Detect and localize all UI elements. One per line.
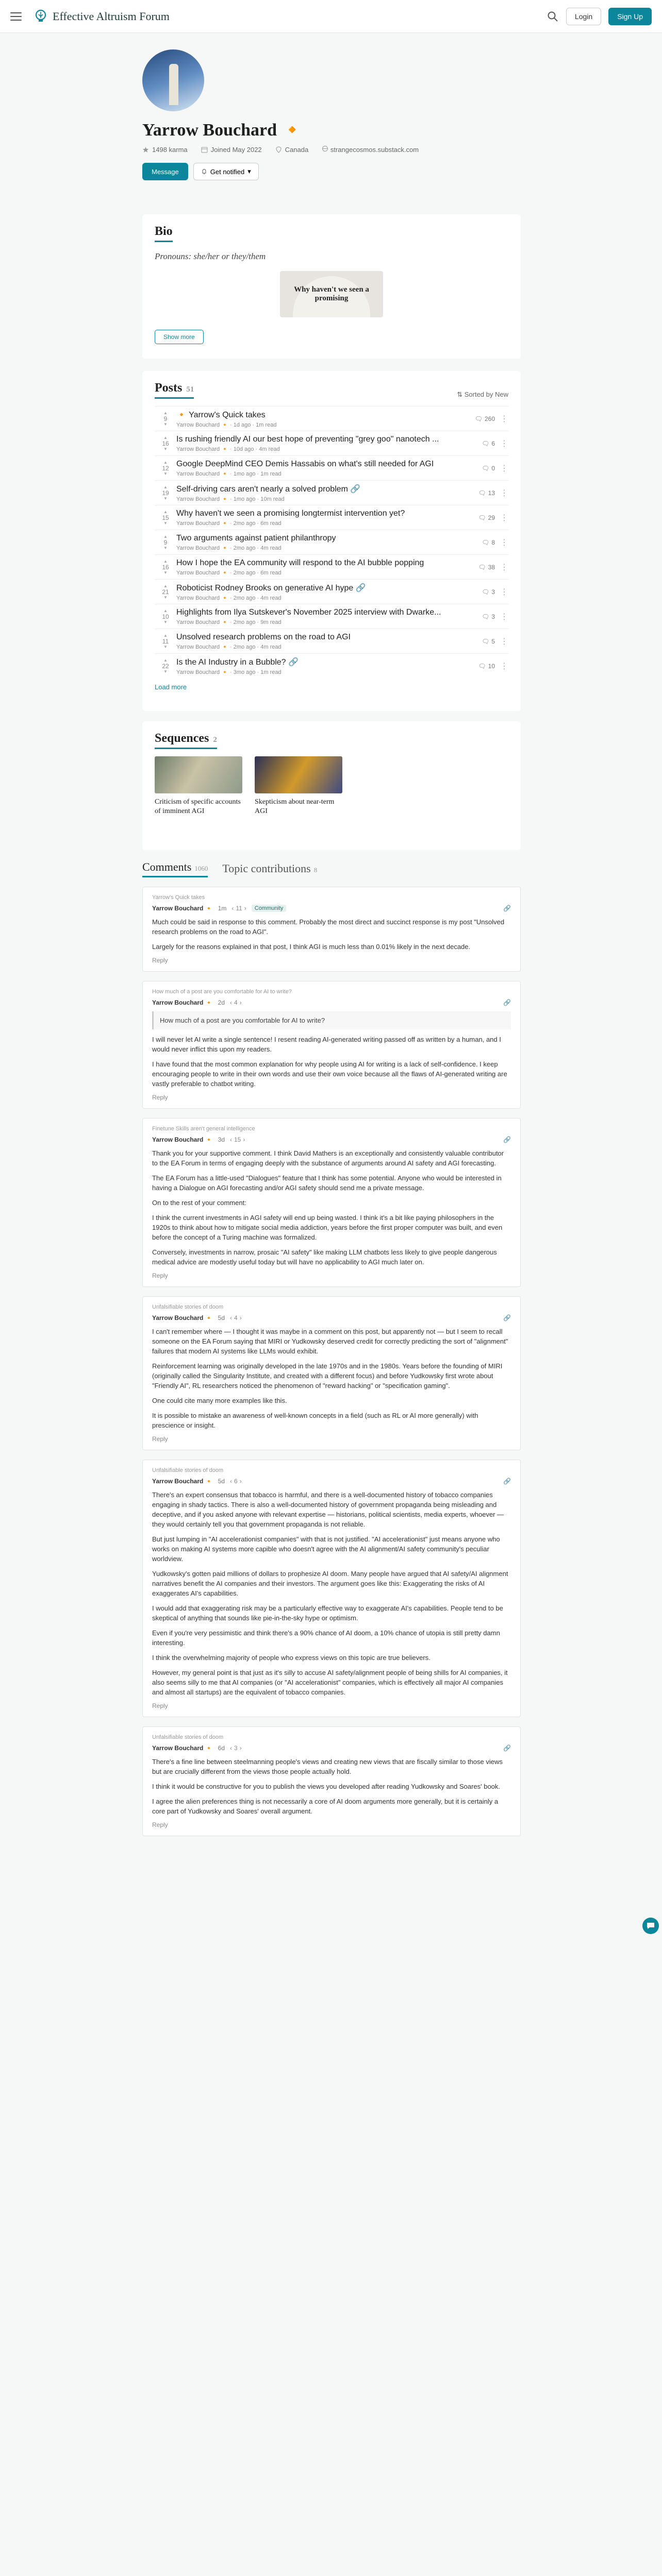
upvote-icon[interactable]: ▲: [163, 608, 168, 613]
downvote-icon[interactable]: ▼: [163, 669, 168, 674]
post-karma: [155, 584, 176, 600]
comment-paragraph: Reinforcement learning was originally developed in the late 1970s and in the 1980s. Years before the founding of MIRI (originally called the Singularity Institute, and created with a different focus) and before Yudkowsky first wrote about "Friendly AI", RL researchers noticed the phenomenon of "reward hacking" or "specification gaming".: [152, 1362, 503, 1389]
comment-author[interactable]: Yarrow Bouchard 🔸: [152, 1314, 213, 1321]
comment-icon: 🗨: [482, 464, 490, 472]
upvote-icon[interactable]: ▲: [163, 583, 168, 588]
comment-body: [152, 1011, 511, 1089]
comment-paragraph: I can't remember where — I thought it was maybe in a comment on this post, but apparently not — but I seem to recall someone on the EA Forum saying that MIRI or Yudkowsky deserved credit for correctly predicting the sort of "alignment" failures that modern AI systems like LLMs would exhibit.: [152, 1328, 508, 1355]
downvote-icon[interactable]: ▼: [163, 421, 168, 427]
post-score-value: 11: [162, 637, 169, 645]
comment-paragraph: However, my general point is that just as it's silly to accuse AI safety/alignment people of being shills for AI companies, it also seems silly to me that AI companies (or "AI accelerationist" companies, which is effectively all major AI companies and almost all startups) are the equivalent of tobacco companies.: [152, 1669, 508, 1696]
upvote-icon[interactable]: ▲: [163, 509, 168, 514]
post-meta: Yarrow Bouchard 🔸 · 10d ago · 4m read: [176, 446, 280, 452]
post-row[interactable]: [155, 629, 508, 653]
upvote-icon[interactable]: ▲: [163, 435, 168, 440]
vote-right-icon[interactable]: ›: [239, 1744, 242, 1752]
comment-count[interactable]: [478, 663, 495, 670]
top-bar: [0, 0, 662, 33]
link-icon[interactable]: 🔗: [503, 1314, 511, 1321]
posts-title-label: Posts: [155, 381, 183, 395]
sequence-image: [155, 756, 242, 793]
downvote-icon[interactable]: ▼: [163, 545, 168, 550]
login-button[interactable]: Login: [566, 8, 601, 25]
bio-title: Bio: [155, 225, 173, 242]
comment-paragraph: I think the current investments in AGI safety will end up being wasted. I think it's a bit like paying philosophers in the 1920s to think about how to mitigate social media addiction, years before the first proper computer was built, and even before the concept of a Turing machine was formalized.: [152, 1214, 503, 1241]
post-karma: [155, 634, 176, 649]
calendar-icon: [201, 146, 208, 153]
post-list: [155, 406, 508, 678]
comment-icon: 🗨: [482, 637, 490, 645]
comment-count[interactable]: [482, 465, 495, 472]
comment-author[interactable]: Yarrow Bouchard 🔸: [152, 905, 213, 912]
comment-count[interactable]: [482, 638, 495, 645]
post-score-value: 16: [162, 563, 169, 571]
comment-body: [152, 917, 511, 952]
upvote-icon[interactable]: ▲: [163, 534, 168, 539]
bio-text: Pronouns: she/her or they/them: [155, 251, 266, 261]
post-karma: [155, 609, 176, 624]
comment-age: 6d: [218, 1744, 225, 1752]
post-title[interactable]: Roboticist Rodney Brooks on generative AI hype 🔗: [176, 583, 366, 592]
comment-icon: 🗨: [482, 538, 490, 546]
comment-karma: [230, 999, 242, 1006]
profile-name: Yarrow Bouchard 🔸: [142, 121, 303, 140]
comment-paragraph: I think it would be constructive for you to publish the views you developed after reading Yudkowsky and Soares' book.: [152, 1783, 501, 1790]
location: [275, 146, 309, 154]
downvote-icon[interactable]: ▼: [163, 619, 168, 624]
sort-icon: ⇅: [457, 391, 465, 398]
get-notified-label: Get notified: [210, 167, 245, 176]
sequence-card[interactable]: [255, 756, 342, 816]
comment-header: [152, 905, 511, 912]
comment-paragraph: On to the rest of your comment:: [152, 1199, 246, 1207]
more-options-icon[interactable]: ⋮: [500, 464, 508, 473]
comment-count-value: 3: [491, 613, 495, 620]
vote-right-icon[interactable]: ›: [244, 905, 246, 912]
downvote-icon[interactable]: ▼: [163, 446, 168, 451]
post-title[interactable]: Two arguments against patient philanthropy: [176, 533, 336, 543]
post-score-value: 12: [162, 464, 169, 472]
comment-paragraph: I have found that the most common explanation for why people using AI for writing is a lack of self-confidence. I keep encouraging people to write in their own words and use their own voice because all the flaws of AI-generated writing are vastly preferable to chatbot writing.: [152, 1060, 507, 1088]
comment-author[interactable]: Yarrow Bouchard 🔸: [152, 1478, 213, 1485]
link-icon[interactable]: 🔗: [503, 1744, 511, 1752]
comment-thread: [142, 1460, 521, 1717]
signup-button[interactable]: Sign Up: [608, 8, 652, 25]
post-title[interactable]: Is the AI Industry in a Bubble? 🔗: [176, 657, 299, 667]
bio-section: [142, 214, 521, 359]
comment-age: 5d: [218, 1314, 225, 1321]
reply-link[interactable]: Reply: [152, 1272, 168, 1279]
comment-paragraph: One could cite many more examples like this.: [152, 1397, 287, 1404]
comment-age: 3d: [218, 1136, 225, 1143]
upvote-icon[interactable]: ▲: [163, 657, 168, 663]
tab-topics-count: 8: [313, 866, 318, 874]
post-karma: [155, 461, 176, 476]
get-notified-button[interactable]: [193, 163, 259, 180]
comment-thread: [142, 1726, 521, 1836]
comment-count-value: 10: [488, 662, 495, 670]
post-row[interactable]: [155, 480, 508, 505]
chevron-down-icon: ▾: [247, 167, 251, 175]
comment-count[interactable]: [478, 564, 495, 571]
post-row[interactable]: [155, 604, 508, 629]
comment-thread-list: [142, 887, 521, 1836]
comment-karma: [230, 1478, 242, 1485]
comment-thread: [142, 887, 521, 972]
comment-count[interactable]: [478, 514, 495, 521]
joined: [201, 146, 262, 154]
post-title[interactable]: Self-driving cars aren't nearly a solved problem 🔗: [176, 484, 361, 494]
comment-count-value: 0: [491, 464, 495, 472]
post-meta: Yarrow Bouchard 🔸 · 3mo ago · 1m read: [176, 669, 282, 675]
comment-count[interactable]: [478, 489, 495, 497]
website-link[interactable]: [322, 145, 419, 154]
posts-section: [142, 371, 521, 711]
comment-body: [152, 1490, 511, 1697]
sequence-card[interactable]: [155, 756, 242, 816]
more-options-icon[interactable]: ⋮: [500, 637, 508, 646]
more-options-icon[interactable]: ⋮: [500, 563, 508, 572]
more-options-icon[interactable]: ⋮: [500, 662, 508, 671]
lightbulb-logo-icon: [33, 9, 48, 24]
post-title[interactable]: Is rushing friendly AI our best hope of preventing "grey goo" nanotech ...: [176, 434, 439, 444]
comment-body: [152, 1148, 511, 1267]
link-icon[interactable]: 🔗: [503, 999, 511, 1006]
comment-count-value: 29: [488, 514, 495, 521]
reply-link[interactable]: Reply: [152, 1821, 168, 1828]
comment-paragraph: I will never let AI write a single sentence! I resent reading AI-generated writing passed off as written by a human, and I would never inflict this upon my readers.: [152, 1036, 501, 1053]
comment-post-ref[interactable]: Unfalsifiable stories of doom: [152, 1467, 224, 1473]
comment-paragraph: But just lumping in "AI accelerationist companies" with that is not justified. "AI accelerationist" just means anyone who works on making AI systems more capible who doesn't agree with the AI alignment/AI safety community's peculiar worldview.: [152, 1535, 500, 1563]
more-options-icon[interactable]: ⋮: [500, 513, 508, 522]
comments-section: [142, 860, 521, 1836]
post-row[interactable]: [155, 653, 508, 678]
joined-value: Joined May 2022: [210, 145, 262, 154]
post-score-value: 15: [162, 514, 169, 521]
post-row[interactable]: [155, 406, 508, 431]
comment-header: [152, 999, 511, 1006]
comment-paragraph: Even if you're very pessimistic and think there's a 90% chance of AI doom, a 10% chance of utopia is still pretty damn interesting.: [152, 1629, 500, 1647]
comment-paragraph: Conversely, investments in narrow, prosaic "AI safety" like making LLM chatbots less likely to give people dangerous medical advice are modestly useful today but will have no applicability to AGI much later on.: [152, 1248, 497, 1266]
comment-author[interactable]: Yarrow Bouchard 🔸: [152, 999, 213, 1006]
post-meta: Yarrow Bouchard 🔸 · 2mo ago · 9m read: [176, 619, 282, 625]
vote-left-icon[interactable]: ‹: [230, 999, 232, 1006]
downvote-icon[interactable]: ▼: [163, 520, 168, 526]
comment-post-ref[interactable]: How much of a post are you comfortable for AI to write?: [152, 989, 292, 995]
karma: [142, 146, 188, 154]
comment-paragraph: There's an expert consensus that tobacco is harmful, and there is a well-documented history of tobacco companies engaging in shady tactics. There is also a well-documented history of government propaganda being misleading and deceptive, and if you asked anyone with relevant expertise — historians, political scientists, media experts, whoever — they would certainly tell you that government propaganda is not reliable.: [152, 1491, 504, 1528]
post-score-value: 19: [162, 489, 169, 497]
comment-thread: [142, 1296, 521, 1450]
comment-thread: [142, 981, 521, 1109]
post-karma: [155, 560, 176, 575]
vote-right-icon[interactable]: ›: [239, 1314, 242, 1321]
post-karma: [155, 658, 176, 674]
post-title[interactable]: Highlights from Ilya Sutskever's November 2025 interview with Dwarke...: [176, 607, 441, 617]
posts-title: [155, 381, 194, 399]
comment-score-value: 3: [234, 1744, 238, 1752]
more-options-icon[interactable]: ⋮: [500, 587, 508, 597]
post-score-value: 9: [163, 415, 168, 422]
vote-left-icon[interactable]: ‹: [230, 1478, 232, 1485]
sequence-title: Criticism of specific accounts of imminent AGI: [155, 798, 241, 815]
comment-icon: 🗨: [478, 662, 486, 670]
link-icon[interactable]: 🔗: [503, 905, 511, 912]
topic-badge[interactable]: Community: [252, 905, 287, 912]
comment-score-value: 11: [236, 905, 242, 912]
bio-image-text: Why haven't we seen a promising: [294, 285, 369, 302]
comment-paragraph: Thank you for your supportive comment. I think David Mathers is an exceptionally and consistently valuable contributor to the EA Forum in terms of engaging deeply with the substance of arguments around AI safety and AGI forecasting.: [152, 1149, 504, 1167]
vote-right-icon[interactable]: ›: [239, 999, 242, 1006]
website-value: strangecosmos.substack.com: [330, 146, 419, 154]
search-icon[interactable]: [547, 10, 559, 23]
post-title[interactable]: How I hope the EA community will respond to the AI bubble popping: [176, 558, 424, 567]
comment-count-value: 13: [488, 489, 495, 497]
chat-icon: [646, 1921, 655, 1930]
post-karma: [155, 411, 176, 427]
location-value: Canada: [285, 145, 309, 154]
comment-count-value: 8: [491, 538, 495, 546]
comment-post-ref[interactable]: Finetune Skills aren't general intelligence: [152, 1126, 255, 1132]
comment-header: [152, 1314, 511, 1321]
more-options-icon[interactable]: ⋮: [500, 612, 508, 621]
comment-score-value: 4: [234, 1314, 238, 1321]
comment-paragraph: Largely for the reasons explained in that post, I think AGI is much less than 0.01% likely in the next decade.: [152, 943, 471, 951]
tab-topics-label: Topic contributions: [222, 862, 311, 875]
comment-count-value: 260: [484, 415, 495, 422]
chat-button[interactable]: [642, 1918, 659, 1934]
post-karma: [155, 436, 176, 451]
load-more-link[interactable]: Load more: [155, 683, 187, 691]
upvote-icon[interactable]: ▲: [163, 460, 168, 465]
upvote-icon[interactable]: ▲: [163, 633, 168, 638]
site-name: Effective Altruism Forum: [53, 9, 170, 23]
profile-header: [142, 49, 521, 204]
tab-comments-count: 1060: [194, 865, 208, 872]
post-meta: Yarrow Bouchard 🔸 · 2mo ago · 4m read: [176, 545, 282, 551]
post-meta: Yarrow Bouchard 🔸 · 2mo ago · 4m read: [176, 643, 282, 650]
comment-icon: 🗨: [482, 613, 490, 620]
post-title[interactable]: Why haven't we seen a promising longtermist intervention yet?: [176, 509, 405, 518]
bio-image: [280, 271, 383, 317]
comment-age: 5d: [218, 1478, 225, 1485]
comment-icon: 🗨: [474, 415, 483, 422]
menu-icon[interactable]: [10, 12, 22, 21]
comment-count-value: 6: [491, 439, 495, 447]
comment-age: 2d: [218, 999, 225, 1006]
reply-link[interactable]: Reply: [152, 1435, 168, 1443]
comment-karma: [231, 905, 246, 912]
comment-post-ref[interactable]: Unfalsifiable stories of doom: [152, 1734, 224, 1740]
more-options-icon[interactable]: ⋮: [500, 439, 508, 448]
post-title[interactable]: Google DeepMind CEO Demis Hassabis on what's still needed for AGI: [176, 459, 434, 468]
comment-count[interactable]: [475, 415, 495, 422]
link-icon[interactable]: 🔗: [503, 1136, 511, 1143]
post-meta: Yarrow Bouchard 🔸 · 2mo ago · 6m read: [176, 569, 282, 576]
link-icon[interactable]: 🔗: [503, 1478, 511, 1485]
downvote-icon[interactable]: ▼: [163, 644, 168, 649]
reply-link[interactable]: Reply: [152, 957, 168, 964]
comment-paragraph: There's a fine line between steelmanning people's views and creating new views that are fiscally similar to those views but are crucially different from the views those people actually hold.: [152, 1758, 503, 1775]
comment-count[interactable]: [482, 440, 495, 447]
sort-label: Sorted by New: [464, 391, 508, 398]
post-row[interactable]: [155, 530, 508, 554]
sequences-count: 2: [213, 736, 217, 744]
reply-link[interactable]: Reply: [152, 1702, 168, 1709]
profile-meta: [142, 145, 521, 154]
downvote-icon[interactable]: ▼: [163, 496, 168, 501]
post-karma: [155, 535, 176, 550]
comment-author[interactable]: Yarrow Bouchard 🔸: [152, 1136, 213, 1143]
post-score-value: 22: [162, 662, 169, 670]
comment-paragraph: I would add that exaggerating risk may be a particularly effective way to exaggerate AI's capabilities. People tend to be skeptical of anything that sounds like pie-in-the-sky hype or optimism.: [152, 1604, 503, 1622]
posts-count: 51: [186, 385, 194, 394]
comment-paragraph: I think the overwhelming majority of people who express views on this topic are true believers.: [152, 1654, 431, 1662]
post-title[interactable]: Unsolved research problems on the road to AGI: [176, 632, 351, 641]
post-title[interactable]: 🔸 Yarrow's Quick takes: [176, 410, 266, 419]
post-meta: Yarrow Bouchard 🔸 · 1mo ago · 1m read: [176, 470, 282, 477]
reply-link[interactable]: Reply: [152, 1094, 168, 1101]
comment-score-value: 4: [234, 999, 238, 1006]
tab-comments-label: Comments: [142, 860, 192, 873]
tab-comments[interactable]: [142, 860, 208, 877]
sequence-title: Skepticism about near-term AGI: [255, 798, 335, 815]
post-score-value: 9: [163, 538, 168, 546]
comment-quote: How much of a post are you comfortable for AI to write?: [152, 1011, 511, 1029]
comment-paragraph: Much could be said in response to this comment. Probably the most direct and succinct response is my post "Unsolved research problems on the road to AGI".: [152, 918, 505, 936]
avatar: [142, 49, 204, 111]
post-row[interactable]: [155, 579, 508, 604]
sequences-section: [142, 721, 521, 850]
post-row[interactable]: [155, 455, 508, 480]
bell-icon: [201, 168, 207, 175]
downvote-icon[interactable]: ▼: [163, 471, 168, 476]
comment-score-value: 15: [234, 1136, 241, 1143]
comment-karma: [230, 1136, 245, 1143]
post-row[interactable]: [155, 554, 508, 579]
vote-left-icon[interactable]: ‹: [231, 905, 234, 912]
comment-icon: 🗨: [478, 489, 486, 497]
post-row[interactable]: [155, 431, 508, 455]
post-score-value: 16: [162, 439, 169, 447]
comment-post-ref[interactable]: Unfalsifiable stories of doom: [152, 1304, 224, 1310]
post-meta: Yarrow Bouchard 🔸 · 1d ago · 1m read: [176, 421, 277, 428]
post-meta: Yarrow Bouchard 🔸 · 1mo ago · 10m read: [176, 496, 285, 502]
comment-header: [152, 1478, 511, 1485]
comment-header: [152, 1136, 511, 1143]
vote-left-icon[interactable]: ‹: [230, 1136, 232, 1143]
comment-karma: [230, 1744, 242, 1752]
downvote-icon[interactable]: ▼: [163, 595, 168, 600]
more-options-icon[interactable]: ⋮: [500, 488, 508, 498]
comment-count[interactable]: [482, 613, 495, 620]
sequences-title: [155, 732, 217, 749]
comment-age: 1m: [218, 905, 227, 912]
comment-body: [152, 1757, 511, 1816]
comment-icon: 🗨: [478, 514, 486, 521]
upvote-icon[interactable]: ▲: [163, 410, 168, 415]
comment-icon: 🗨: [482, 588, 490, 596]
show-more-button[interactable]: Show more: [155, 330, 204, 344]
comment-author[interactable]: Yarrow Bouchard 🔸: [152, 1744, 213, 1752]
comment-header: [152, 1744, 511, 1752]
sort-dropdown[interactable]: [457, 391, 508, 399]
post-score-value: 21: [162, 588, 169, 596]
vote-right-icon[interactable]: ›: [243, 1136, 245, 1143]
upvote-icon[interactable]: ▲: [163, 558, 168, 564]
tab-topic-contributions[interactable]: [222, 862, 317, 877]
comment-count-value: 5: [491, 637, 495, 645]
comment-paragraph: It is possible to mistake an awareness of well-known concepts in a field (such as RL or AI more generally) with prescience or insight.: [152, 1412, 478, 1429]
comment-paragraph: Yudkowsky's gotten paid millions of dollars to prophesize AI doom. Many people have argued that AI safety/AI alignment narratives benefit the AI companies and their investors. The argument goes like this: Exaggerating the risks of AI exaggerates AI's capabilities.: [152, 1570, 508, 1597]
comment-karma: [230, 1314, 242, 1321]
comment-icon: 🗨: [478, 563, 486, 571]
more-options-icon[interactable]: ⋮: [500, 414, 508, 423]
post-karma: [155, 485, 176, 501]
comment-body: [152, 1327, 511, 1430]
location-pin-icon: [275, 146, 282, 153]
comment-paragraph: I agree the alien preferences thing is not necessarily a core of AI doom arguments more generally, but it is certainly a core part of Yudkowsky and Soares' overall argument.: [152, 1798, 499, 1815]
vote-left-icon[interactable]: ‹: [230, 1314, 232, 1321]
upvote-icon[interactable]: ▲: [163, 484, 168, 489]
downvote-icon[interactable]: ▼: [163, 570, 168, 575]
comment-icon: 🗨: [482, 439, 490, 447]
star-icon: [142, 146, 149, 153]
post-meta: Yarrow Bouchard 🔸 · 2mo ago · 6m read: [176, 520, 282, 527]
comment-score-value: 6: [234, 1478, 238, 1485]
vote-left-icon[interactable]: ‹: [230, 1744, 232, 1752]
comment-post-ref[interactable]: Yarrow's Quick takes: [152, 894, 205, 901]
message-button[interactable]: Message: [142, 163, 188, 180]
sequences-title-label: Sequences: [155, 732, 209, 745]
post-row[interactable]: [155, 505, 508, 530]
post-score-value: 10: [162, 613, 169, 620]
sequence-image: [255, 756, 342, 793]
vote-right-icon[interactable]: ›: [239, 1478, 242, 1485]
post-meta: Yarrow Bouchard 🔸 · 2mo ago · 4m read: [176, 595, 282, 601]
comment-count[interactable]: [482, 588, 495, 596]
comment-count[interactable]: [482, 539, 495, 546]
comment-count-value: 38: [488, 563, 495, 571]
comment-paragraph: The EA Forum has a little-used "Dialogues" feature that I think has some potential. Anyone who would be interested in having a Dialogue on AGI forecasting and/or AGI safety should send me a private message.: [152, 1174, 502, 1192]
link-icon: [322, 145, 328, 152]
post-karma: [155, 510, 176, 526]
karma-value: 1498 karma: [152, 145, 188, 154]
more-options-icon[interactable]: ⋮: [500, 538, 508, 547]
comment-thread: [142, 1118, 521, 1287]
comment-count-value: 3: [491, 588, 495, 596]
site-logo[interactable]: [33, 9, 170, 24]
